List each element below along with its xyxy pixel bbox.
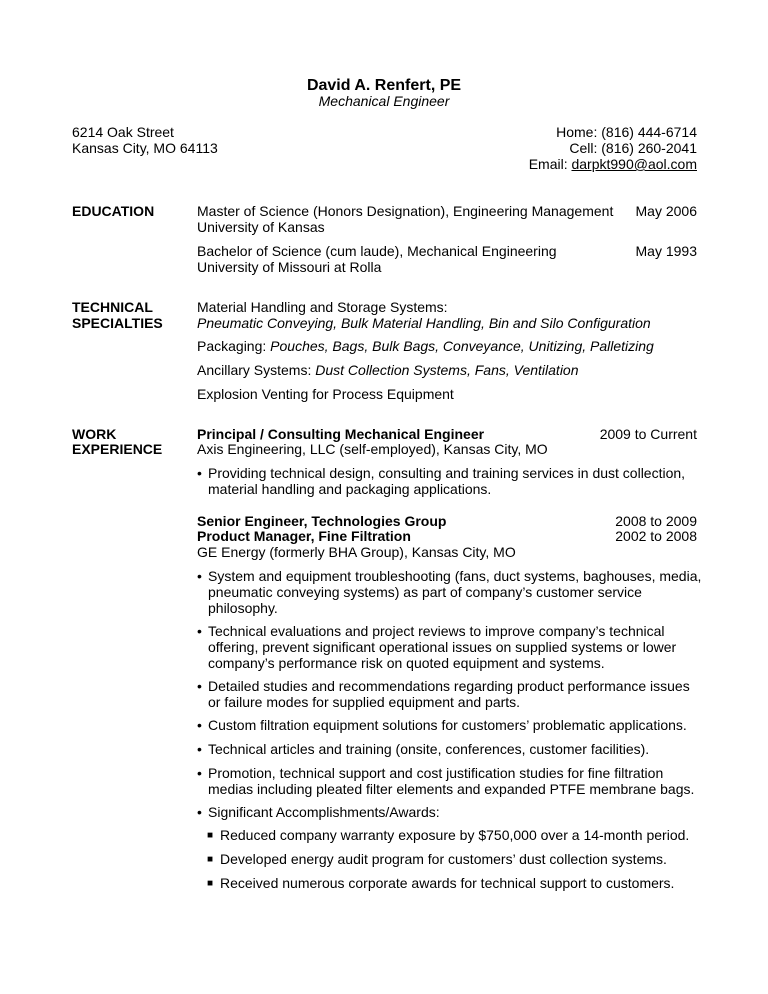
bullet-icon: • <box>197 717 202 733</box>
job1-company: Axis Engineering, LLC (self-employed), Kansas City, MO <box>197 441 548 457</box>
bullet-text: philosophy. <box>208 600 278 616</box>
job1-date: 2009 to Current <box>599 426 697 442</box>
email-link[interactable]: darpkt990@aol.com <box>571 156 697 172</box>
email-label: Email: <box>528 156 572 172</box>
education-heading: EDUCATION <box>72 203 155 219</box>
bullet-text: or failure modes for supplied equipment and parts. <box>208 694 521 710</box>
job1-title: Principal / Consulting Mechanical Engineer <box>197 426 485 442</box>
education-date-1: May 2006 <box>635 203 697 219</box>
accomplishment-text: Developed energy audit program for customers’ dust collection systems. <box>220 851 667 867</box>
education-date-2: May 1993 <box>635 243 697 259</box>
cell-phone: Cell: (816) 260-2041 <box>569 140 697 156</box>
work-heading-2: EXPERIENCE <box>72 441 163 457</box>
bullet-text: Significant Accomplishments/Awards: <box>208 804 440 820</box>
resume-name: David A. Renfert, PE <box>306 77 462 94</box>
city-address: Kansas City, MO 64113 <box>72 140 218 156</box>
bullet-text: Providing technical design, consulting and training services in dust collection, <box>208 465 686 481</box>
square-bullet-icon: ■ <box>207 854 214 865</box>
bullet-text: Custom filtration equipment solutions for customers’ problematic applications. <box>208 717 687 733</box>
ancillary-line <box>197 363 579 378</box>
bullet-text: medias including pleated filter elements and expanded PTFE membrane bags. <box>208 781 695 797</box>
square-bullet-icon: ■ <box>207 830 214 841</box>
bullet-text: Detailed studies and recommendations regarding product performance issues <box>208 678 690 694</box>
resume-title: Mechanical Engineer <box>318 93 450 109</box>
accomplishment-text: Reduced company warranty exposure by $750,000 over a 14-month period. <box>220 827 690 843</box>
job2-title-1: Senior Engineer, Technologies Group <box>197 513 447 529</box>
bullet-icon: • <box>197 568 202 584</box>
street-address: 6214 Oak Street <box>72 124 174 140</box>
bullet-text: Technical articles and training (onsite, conferences, customer facilities). <box>208 741 650 757</box>
education-school-2: University of Missouri at Rolla <box>197 259 382 275</box>
bullet-text: Technical evaluations and project reviews to improve company’s technical <box>208 623 665 639</box>
job2-title-2: Product Manager, Fine Filtration <box>197 528 411 544</box>
job2-date-2: 2002 to 2008 <box>615 528 697 544</box>
packaging-detail: Pouches, Bags, Bulk Bags, Conveyance, Unitizing, Palletizing <box>270 338 654 354</box>
bullet-text: company’s performance risk on quoted equipment and systems. <box>208 655 605 671</box>
packaging-label: Packaging: <box>197 338 271 354</box>
bullet-text: pneumatic conveying systems) as part of company’s customer service <box>208 584 642 600</box>
material-handling-detail: Pneumatic Conveying, Bulk Material Handling, Bin and Silo Configuration <box>197 315 651 331</box>
packaging-line <box>197 339 654 354</box>
education-degree-2: Bachelor of Science (cum laude), Mechanical Engineering <box>197 243 557 259</box>
job2-date-1: 2008 to 2009 <box>615 513 697 529</box>
email-line <box>529 157 697 172</box>
bullet-text: offering, prevent significant operational issues on supplied systems or lower <box>208 639 677 655</box>
bullet-text: material handling and packaging applications. <box>208 481 492 497</box>
education-degree-1: Master of Science (Honors Designation), Engineering Management <box>197 203 614 219</box>
bullet-icon: • <box>197 678 202 694</box>
accomplishment-text: Received numerous corporate awards for technical support to customers. <box>220 875 675 891</box>
material-handling-label: Material Handling and Storage Systems: <box>197 299 448 315</box>
bullet-text: System and equipment troubleshooting (fans, duct systems, baghouses, media, <box>208 568 702 584</box>
home-phone: Home: (816) 444-6714 <box>556 124 697 140</box>
technical-heading-2: SPECIALTIES <box>72 315 163 331</box>
bullet-icon: • <box>197 623 202 639</box>
ancillary-label: Ancillary Systems: <box>197 362 316 378</box>
bullet-icon: • <box>197 465 202 481</box>
work-heading-1: WORK <box>72 426 117 442</box>
explosion-venting: Explosion Venting for Process Equipment <box>197 386 454 402</box>
bullet-text: Promotion, technical support and cost justification studies for fine filtration <box>208 765 664 781</box>
square-bullet-icon: ■ <box>207 878 214 889</box>
ancillary-detail: Dust Collection Systems, Fans, Ventilation <box>315 362 579 378</box>
technical-heading-1: TECHNICAL <box>72 299 153 315</box>
job2-company: GE Energy (formerly BHA Group), Kansas City, MO <box>197 544 516 560</box>
bullet-icon: • <box>197 765 202 781</box>
education-school-1: University of Kansas <box>197 219 325 235</box>
bullet-icon: • <box>197 804 202 820</box>
bullet-icon: • <box>197 741 202 757</box>
